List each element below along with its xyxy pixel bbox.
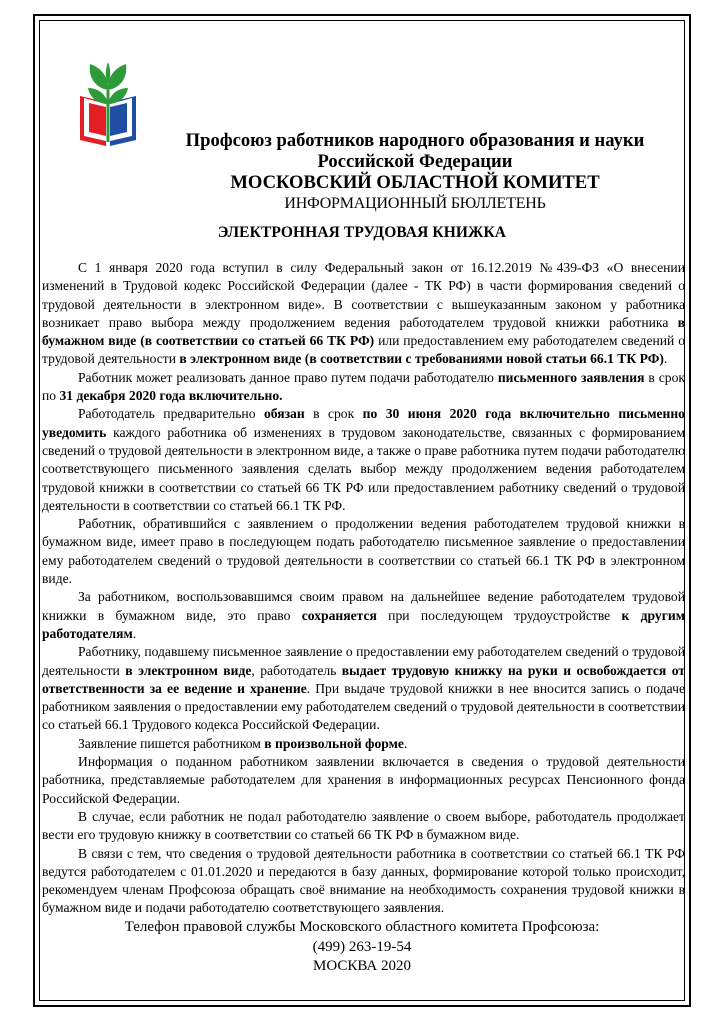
paragraph-text: Работник, обратившийся с заявлением о продолжении ведения работодателем трудовой книжки в бумажном виде, имеет право в последующем подать работодателю письменное заявление о предоставлении ему работодателем сведений о трудовой деятельности в соответствии со статьей 66.1 ТК РФ в электронном виде. [42,516,685,587]
body-paragraph [42,845,685,918]
bulletin-label: ИНФОРМАЦИОННЫЙ БЮЛЛЕТЕНЬ [284,195,546,212]
body-paragraph [42,369,685,406]
paragraph-text: Заявление пишется работником [78,735,265,751]
body-paragraph [42,643,685,734]
paragraph-text: С 1 января 2020 года вступил в силу Федеральный закон от 16.12.2019 №439-ФЗ «О внесении изменений в Трудовой кодекс Российской Федерации (далее - ТК РФ) в части формирования сведений о трудовой деятельности в электронном виде». В соответствии с вышеуказанным законом у работника возникает право выбора между продолжением ведения работодателем трудовой книжки работника [42,260,685,330]
footer-phone-number: (499) 263-19-54 [312,938,412,955]
paragraph-text: Информация о поданном работником заявлении включается в сведения о трудовой деятельности работника, представляемые работодателем для хранения в информационных ресурсах Пенсионного фонда Российской Федерации. [42,754,685,806]
emphasis-text: в электронном виде [125,662,252,678]
trade-union-logo-icon [76,60,140,148]
emphasis-text: по 30 июня 2020 года включительно письменно уведомить [42,406,685,440]
emphasis-text: выдает трудовую книжку на руки и освобождается от ответственности за ее ведение и хранение [42,662,685,696]
paragraph-text: Работодатель предварительно [78,406,264,422]
paragraph-text: , работодатель [251,662,342,678]
paragraph-text: в срок по [42,369,685,404]
emphasis-text: сохраняется [301,607,377,623]
body-paragraph [42,735,685,753]
paragraph-text: . [403,735,408,751]
emphasis-text: 31 декабря 2020 года включительно. [59,388,283,404]
paragraph-text: каждого работника об изменениях в трудовом законодательстве, связанных с формированием сведений о трудовой деятельности в электронном виде, а также о праве работника путем подачи работодателю соответствующего письменного заявления сделать выбор между продолжением ведения работодателем трудовой книжки в соответствии со статьей 66 ТК РФ или предоставлением работнику сведений о трудовой деятельности в соответствии со статьей 66.1 ТК РФ. [42,424,685,513]
document-footer [40,918,724,977]
paragraph-text: . [663,351,668,367]
body-paragraph [42,588,685,643]
emphasis-text: в бумажном виде (в соответствии со статьей 66 ТК РФ) [42,314,685,349]
body-paragraph [42,405,685,515]
paragraph-text: В случае, если работник не подал работодателю заявление о своем выборе, работодатель продолжает вести его трудовую книжку в соответствии со статьей 66 ТК РФ в бумажном виде. [42,808,685,843]
body-paragraph [42,808,685,845]
paragraph-text: . При выдаче трудовой книжки в нее вносится запись о подаче работником заявления о предоставлении ему работодателем сведений о трудовой деятельности в соответствии со статьей 66.1 Трудового кодекса Российской Федерации. [42,680,685,733]
paragraph-text: . [132,625,137,641]
emphasis-text: в произвольной форме [264,735,404,751]
paragraph-text: Работник может реализовать данное право путем подачи работодателю [78,369,498,385]
emphasis-text: к другим работодателям [42,607,685,641]
union-name-country: Российской Федерации [317,151,513,172]
footer-phone-label: Телефон правовой службы Московского областного комитета Профсоюза: [124,919,600,935]
emphasis-text: в электронном виде (в соответствии с требованиями новой статьи 66.1 ТК РФ) [179,351,664,367]
body-paragraph [42,259,685,369]
body-paragraph [42,753,685,808]
emphasis-text: письменного заявления [497,369,645,385]
committee-name: МОСКОВСКИЙ ОБЛАСТНОЙ КОМИТЕТ [230,172,600,193]
body-paragraph [42,515,685,588]
paragraph-text: при последующем трудоустройстве [376,607,622,623]
union-name: Профсоюз работников народного образования и науки [185,130,645,151]
document-body [42,259,685,918]
footer-city-year: МОСКВА 2020 [312,958,411,974]
paragraph-text: В связи с тем, что сведения о трудовой деятельности работника в соответствии со статьей 66.1 ТК РФ ведутся работодателем с 01.01.2020 и передаются в базу данных, формирование которой только происходит, рекомендуем членам Профсоюза обращать своё внимание на необходимость сохранения трудовой книжки в бумажном виде и подачи работодателю соответствующего заявления. [42,845,685,916]
document-header [150,130,680,215]
paragraph-text: в срок [304,406,363,422]
paragraph-text: За работником, воспользовавшимся своим правом на дальнейшее ведение работодателем трудовой книжки в бумажном виде, это право [42,589,685,623]
document-title: ЭЛЕКТРОННАЯ ТРУДОВАЯ КНИЖКА [217,224,507,241]
paragraph-text: Работнику, подавшему письменное заявление о предоставлении ему работодателем сведений о трудовой деятельности [42,644,685,678]
paragraph-text: или предоставлением ему работодателем сведений о трудовой деятельности [42,333,685,367]
emphasis-text: обязан [263,406,305,422]
